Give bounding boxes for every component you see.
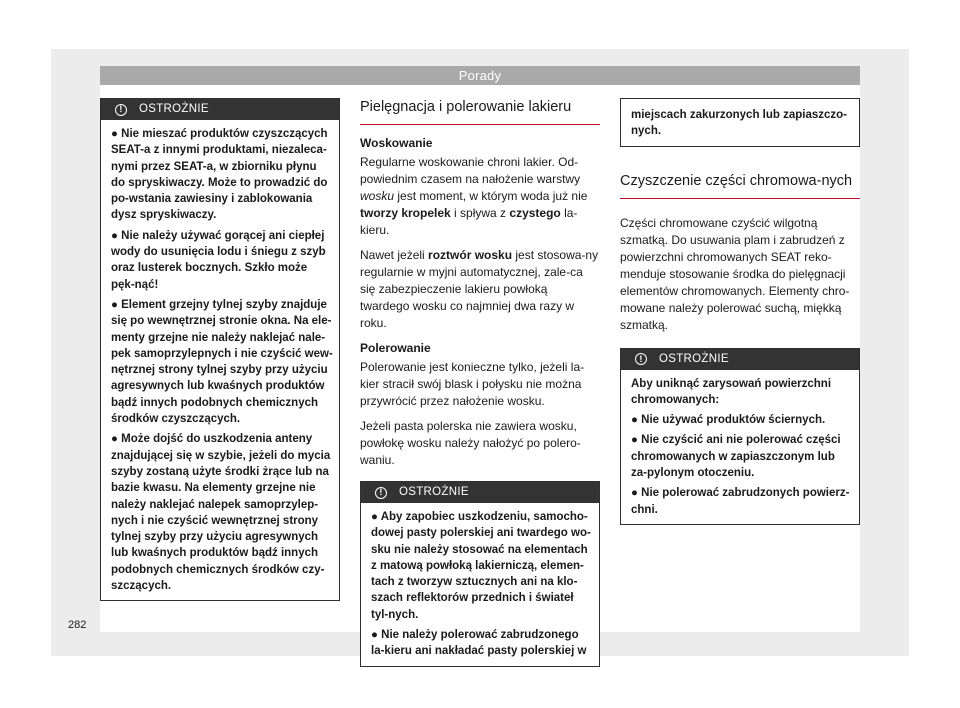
column-left — [100, 98, 340, 601]
paragraph-waxing-1: Regularne woskowanie chroni lakier. Od-powiednim czasem na nałożenie warstwy wosku jest moment, w którym woda już nie tworzy kropelek i spływa z czystego la-kieru. — [360, 155, 588, 237]
paragraph-polishing-1: Polerowanie jest konieczne tylko, jeżeli la-kier stracił swój blask i połysku nie można przywrócić przez nałożenie wosku. — [360, 360, 585, 408]
warning-body — [621, 370, 859, 524]
warning-item: ● Nie należy polerować zabrudzonego la-kieru ani nakładać pasty polerskiej w — [371, 629, 587, 658]
paragraph-waxing-2: Nawet jeżeli roztwór wosku jest stosowa-ny regularnie w myjni automatycznej, zale-ca się zabezpieczenie lakieru powłoką twardego wosku co najmniej dwa razy w roku. — [360, 248, 599, 330]
subheading-polishing: Polerowanie — [360, 341, 431, 355]
warning-box — [100, 98, 340, 601]
warning-header — [621, 349, 859, 370]
warning-box-continued — [620, 98, 860, 147]
warning-box — [360, 481, 600, 667]
column-right — [620, 98, 860, 525]
warning-box — [620, 348, 860, 525]
section-title: Pielęgnacja i polerowanie lakieru — [360, 98, 600, 125]
warning-body — [361, 503, 599, 666]
warning-intro: Aby uniknąć zarysowań powierzchni chromowanych: — [631, 377, 832, 406]
warning-body: miejscach zakurzonych lub zapiaszczo-nych. — [631, 109, 848, 138]
warning-label: OSTROŻNIE — [659, 352, 729, 365]
warning-label: OSTROŻNIE — [399, 486, 469, 498]
warning-body — [101, 120, 339, 600]
exclamation-icon: ! — [115, 104, 127, 116]
warning-item: ● Nie polerować zabrudzonych powierz-chni. — [631, 487, 850, 516]
subheading-waxing: Woskowanie — [360, 136, 433, 150]
page-number: 282 — [68, 619, 87, 631]
exclamation-icon: ! — [635, 353, 647, 365]
warning-item: ● Nie czyścić ani nie polerować części chromowanych w zapiaszczonym lub za-pylonym otoczeniu. — [631, 434, 841, 480]
column-middle — [360, 98, 600, 667]
warning-item: ● Element grzejny tylnej szyby znajduje się po wewnętrznej stronie okna. Na ele-menty grzejne nie należy naklejać nale-pek samoprzylepnych i nie czyścić wew-nętrznej strony tylnej szyby przy użyciu agresywnych lub kwaśnych produktów bądź innych podobnych chemicznych środków czyszczących. — [111, 298, 333, 426]
section-title: Czyszczenie części chromowa-nych — [620, 171, 860, 199]
warning-item: ● Aby zapobiec uszkodzeniu, samocho-dowej pasty polerskiej ani twardego wo-sku nie należy stosować na elementach z matową powłoką lakierniczą, elemen-tach z tworzyw sztucznych ani na klo-szach reflektorów przednich i świateł tyl-nych. — [371, 511, 591, 621]
warning-header — [101, 99, 339, 120]
warning-item: ● Nie używać produktów ściernych. — [631, 414, 826, 427]
warning-item: ● Nie należy używać gorącej ani ciepłej wody do usunięcia lodu i śniegu z szyb oraz lusterek bocznych. Szkło może pęk-nąć! — [111, 229, 326, 291]
warning-item: ● Nie mieszać produktów czyszczących SEAT-a z innymi produktami, niezaleca-nymi przez SEAT-a, w zbiorniku płynu do spryskiwaczy. Może to prowadzić do po-wstania zawiesiny i zablokowania dysz spryskiwaczy. — [111, 128, 328, 222]
paragraph-polishing-2: Jeżeli pasta polerska nie zawiera wosku, powłokę wosku należy nałożyć po polero-waniu. — [360, 419, 581, 467]
chapter-header: Porady — [100, 66, 860, 85]
warning-label: OSTROŻNIE — [139, 103, 209, 115]
paragraph-chrome: Części chromowane czyścić wilgotną szmatką. Do usuwania plam i zabrudzeń z powierzchni chromowanych SEAT reko-menduje stosowanie środka do pielęgnacji elementów chromowanych. Elementy chro-mowane należy polerować suchą, miękką szmatką. — [620, 215, 850, 332]
exclamation-icon: ! — [375, 487, 387, 499]
warning-header — [361, 482, 599, 503]
warning-item: ● Może dojść do uszkodzenia anteny znajdującej się w szybie, jeżeli do mycia szyby zostaną użyte środki żrące lub na bazie kwasu. Na elementy grzejne nie należy naklejać nalepek samoprzylep-nych i nie czyścić wewnętrznej strony tylnej szyby przy użyciu agresywnych lub kwaśnych produktów bądź innych podobnych chemicznych środków czy-szczących. — [111, 433, 331, 593]
